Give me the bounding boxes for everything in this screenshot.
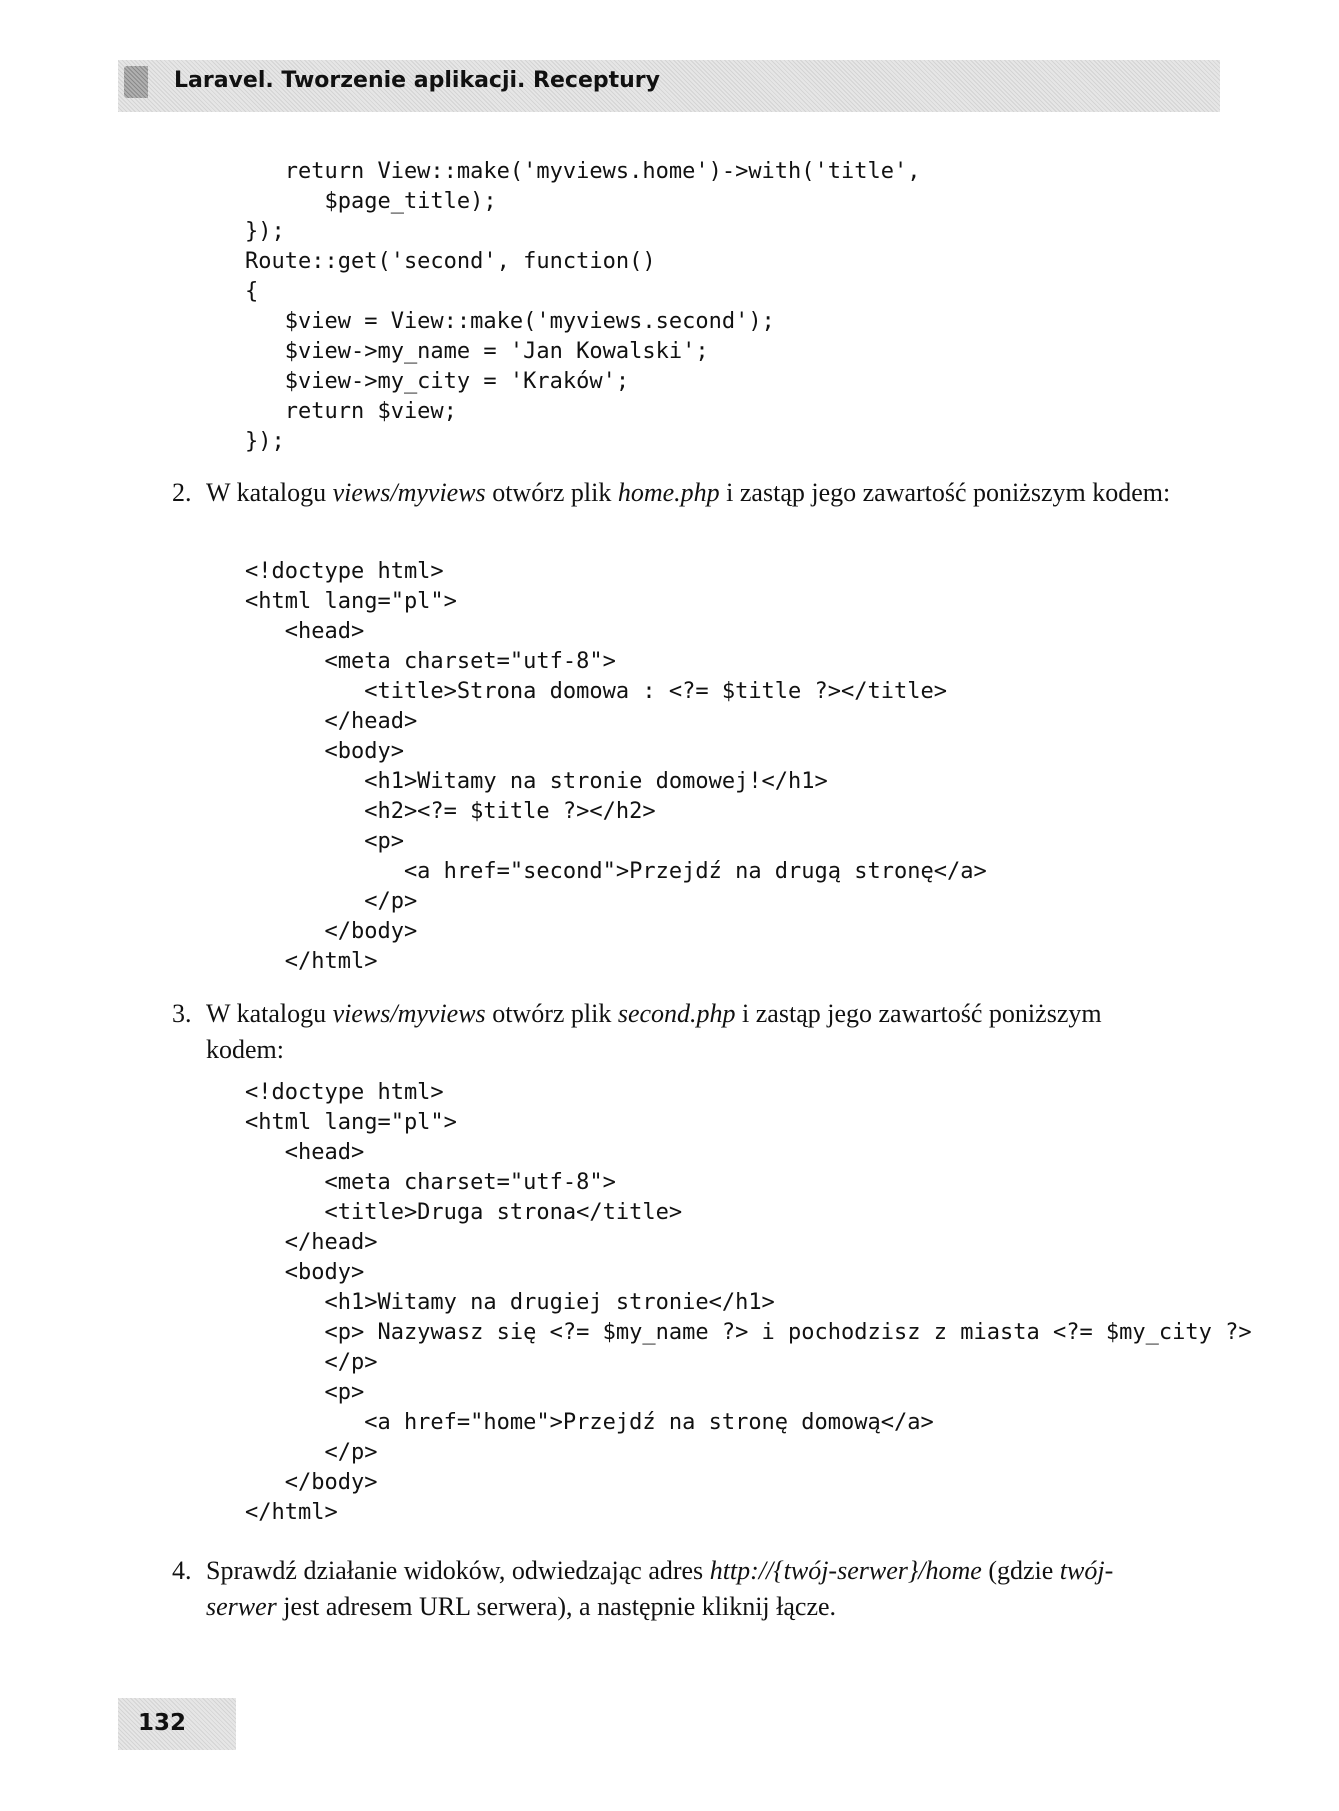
step-2 [172,475,1172,511]
step-filename: home.php [617,478,720,507]
step-text-part: (gdzie [981,1556,1060,1585]
code-block-home-php: <!doctype html> <html lang="pl"> <head> <meta charset="utf-8"> <title>Strona domowa : <?= $title ?></title> </head> <body> <h1>Witamy na stronie domowej!</h1> <h2><?= $title ?></h2> <p> <a href="second">Przejdź na drugą stronę</a> </p> </body> </html> [245,559,987,974]
step-text-part: i zastąp jego zawartość poniższym kodem: [206,999,1102,1064]
step-text [206,1553,1172,1625]
step-3 [172,996,1172,1068]
step-text-part: W katalogu [206,999,333,1028]
step-path: views/myviews [332,478,486,507]
step-number: 3. [172,999,192,1028]
step-filename: second.php [617,999,736,1028]
step-text-part: i zastąp jego zawartość poniższym kodem: [719,478,1171,507]
step-url: http://{twój-serwer}/home [709,1556,982,1585]
code-block-routes: return View::make('myviews.home')->with('title', $page_title); }); Route::get('second', function() { $view = View::make('myviews.second'); $view->my_name = 'Jan Kowalski'; $view->my_city = 'Kraków'; return $view; }); [245,159,921,454]
code-block-second-php: <!doctype html> <html lang="pl"> <head> <meta charset="utf-8"> <title>Druga strona</title> </head> <body> <h1>Witamy na drugiej stronie</h1> <p> Nazywasz się <?= $my_name ?> i pochodzisz z miasta <?= $my_city ?> </p> <p> <a href="home">Przejdź na stronę domową</a> </p> </body> </html> [245,1080,1252,1525]
step-number: 2. [172,478,192,507]
step-text-part: otwórz plik [485,999,618,1028]
step-number: 4. [172,1556,192,1585]
step-text [206,475,1172,511]
step-4 [172,1553,1172,1625]
step-path: views/myviews [332,999,486,1028]
step-text-part: W katalogu [206,478,333,507]
step-term: twój-serwer [206,1556,1114,1621]
step-text-part: jest adresem URL serwera), a następnie kliknij łącze. [276,1592,837,1621]
step-text-part: Sprawdź działanie widoków, odwiedzając adres [206,1556,710,1585]
step-text [206,996,1172,1068]
running-header-title: Laravel. Tworzenie aplikacji. Receptury [174,68,660,93]
header-marker [124,66,148,98]
step-text-part: otwórz plik [485,478,618,507]
page-number: 132 [138,1710,187,1736]
